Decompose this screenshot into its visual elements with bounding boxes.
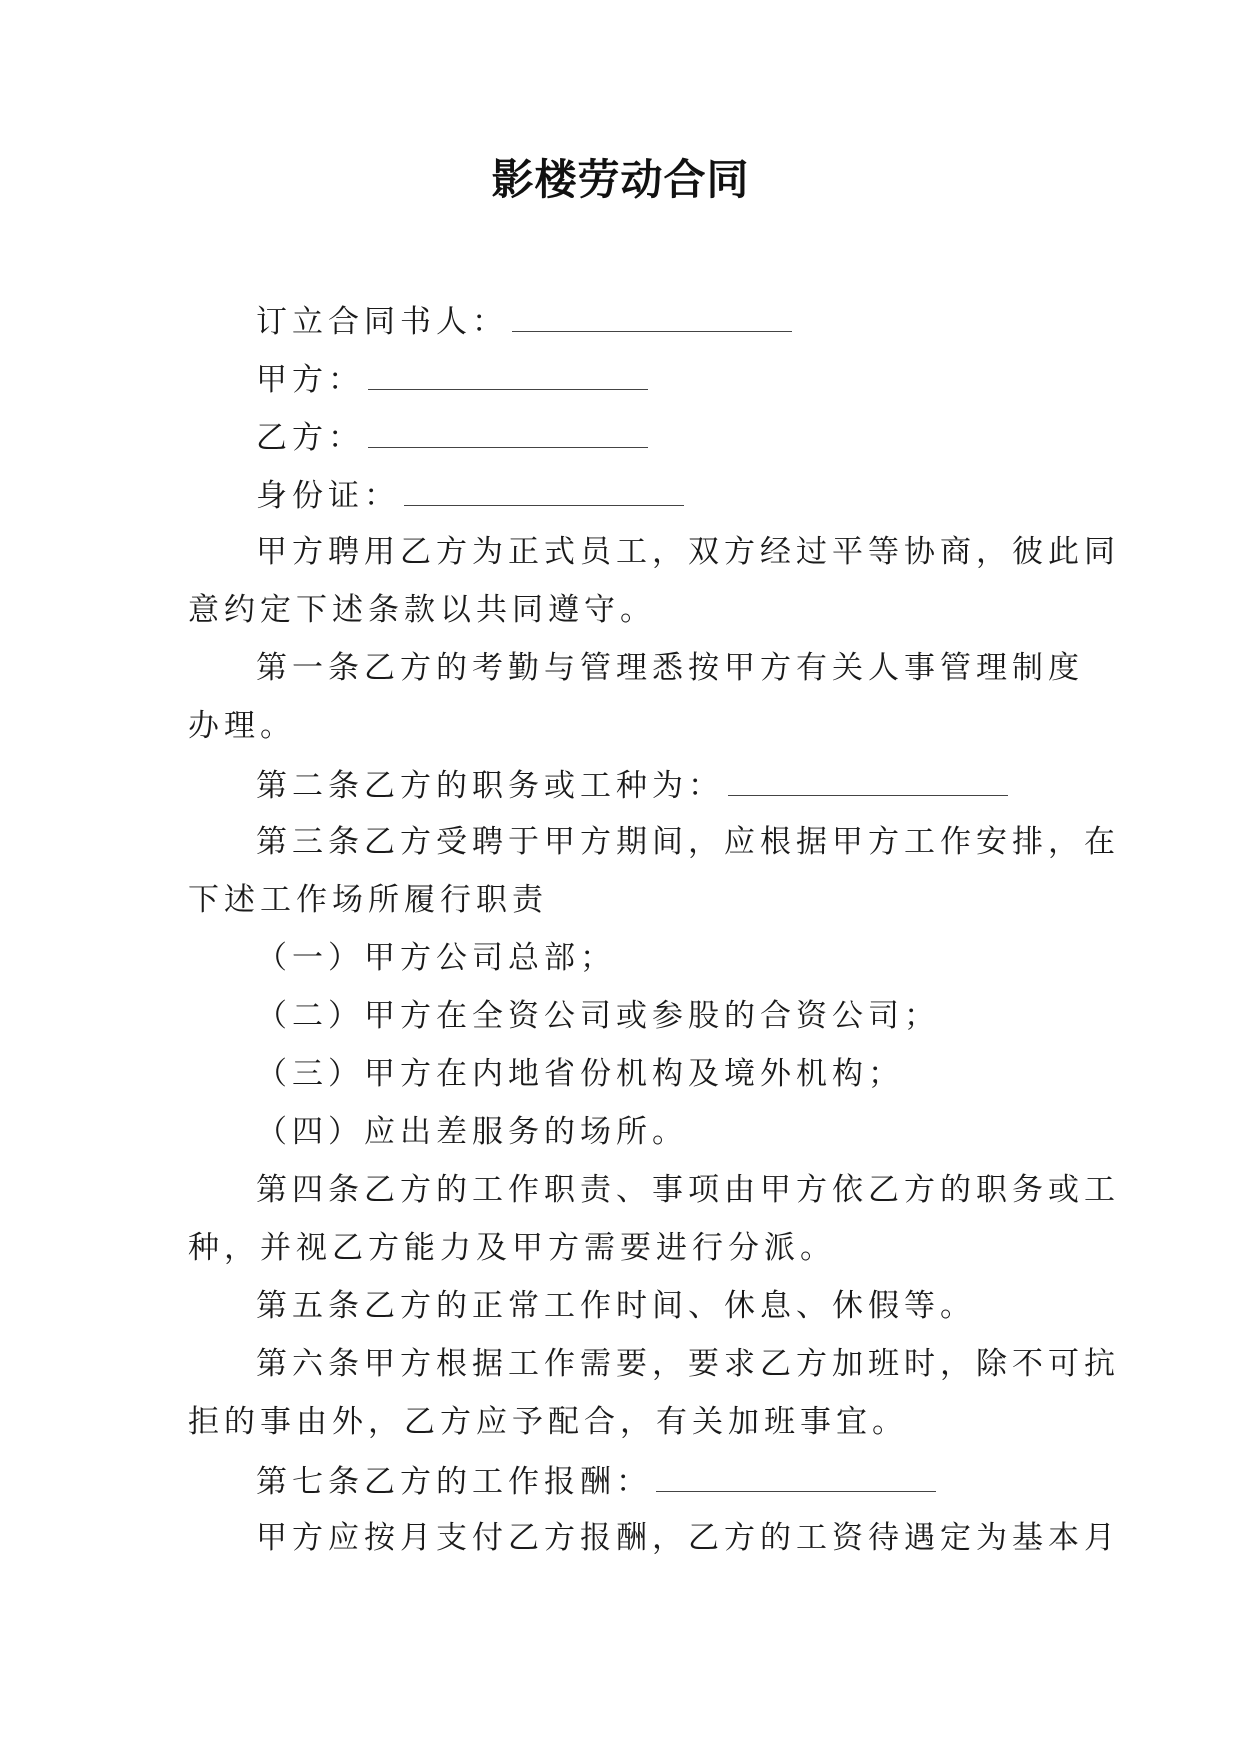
list-item: （二）甲方在全资公司或参股的合资公司； [256,998,940,1034]
signatory-line [188,291,1058,349]
party-b-line [188,407,1058,465]
document-body [188,291,1120,1567]
list-item: （四）应出差服务的场所。 [256,1114,688,1150]
party-b-blank [368,407,648,448]
article-7-line [188,1451,1058,1509]
article-7-label: 第七条乙方的工作报酬： [256,1464,652,1500]
party-b-label: 乙方： [256,420,364,456]
party-a-blank [368,349,648,390]
party-a-line [188,349,1058,407]
paragraph-line: 下述工作场所履行职责 [188,882,548,918]
document-title: 影楼劳动合同 [491,155,750,204]
paragraph-line: 甲方聘用乙方为正式员工，双方经过平等协商，彼此同 [256,534,1120,570]
signatory-blank [512,291,792,332]
article-6-line: 第六条甲方根据工作需要，要求乙方加班时，除不可抗 [256,1346,1120,1382]
id-card-line [188,465,1058,523]
paragraph-line: 办理。 [188,708,296,744]
paragraph-line: 种，并视乙方能力及甲方需要进行分派。 [188,1230,836,1266]
list-item: （一）甲方公司总部； [256,940,616,976]
position-blank [728,755,1008,796]
salary-blank [656,1451,936,1492]
article-2-label: 第二条乙方的职务或工种为： [256,768,724,804]
paragraph-line: 意约定下述条款以共同遵守。 [188,592,656,628]
article-4-line: 第四条乙方的工作职责、事项由甲方依乙方的职务或工 [256,1172,1120,1208]
signatory-label: 订立合同书人： [256,304,508,340]
article-2-line [188,755,1058,813]
party-a-label: 甲方： [256,362,364,398]
paragraph-line: 甲方应按月支付乙方报酬，乙方的工资待遇定为基本月 [256,1520,1120,1556]
list-item: （三）甲方在内地省份机构及境外机构； [256,1056,904,1092]
article-3-line: 第三条乙方受聘于甲方期间，应根据甲方工作安排，在 [256,824,1120,860]
article-5-line: 第五条乙方的正常工作时间、休息、休假等。 [256,1288,976,1324]
id-card-label: 身份证： [256,478,400,514]
id-card-blank [404,465,684,506]
article-1-line: 第一条乙方的考勤与管理悉按甲方有关人事管理制度 [256,650,1084,686]
paragraph-line: 拒的事由外，乙方应予配合，有关加班事宜。 [188,1404,908,1440]
